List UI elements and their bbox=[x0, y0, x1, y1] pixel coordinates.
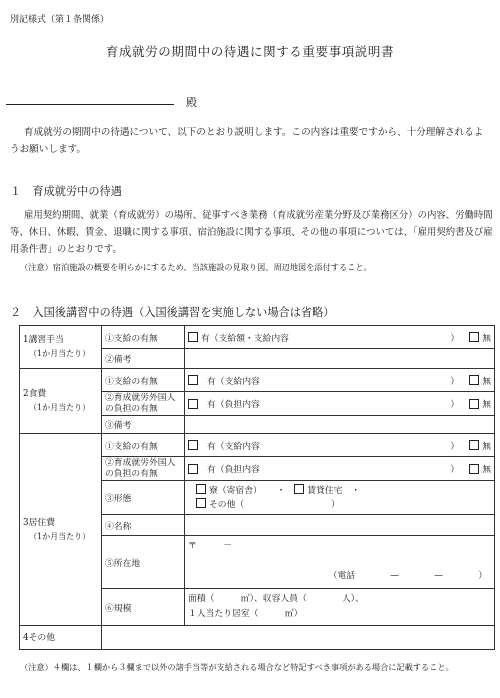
cat3-name-field[interactable] bbox=[185, 515, 495, 536]
postal-code[interactable]: 〒 － bbox=[188, 541, 232, 551]
intro-text: 育成就労の期間中の待遇について、以下のとおり説明します。この内容は重要ですから、十分理解されるようお願いします。 bbox=[10, 127, 484, 155]
cat3-name-label: ④名称 bbox=[102, 515, 185, 536]
close-paren: ） bbox=[331, 499, 340, 510]
cat1-remarks-label: ②備考 bbox=[102, 349, 185, 369]
cat3-form-label: ③形態 bbox=[102, 481, 185, 515]
section1-note: （注意）宿泊施設の概要を明らかにするため、当該施設の見取り図、周辺地図を添付すること。 bbox=[20, 262, 372, 272]
option-allowance-yes: 有（支給額・支給内容 bbox=[201, 333, 289, 344]
checkbox[interactable] bbox=[188, 332, 198, 342]
cat3-sub: （1か月当たり） bbox=[29, 531, 91, 541]
option-burden-yes: 有（負担内容 bbox=[207, 400, 260, 410]
option-supply-yes: 有（支給内容 bbox=[207, 441, 260, 452]
option-no: 無 bbox=[482, 333, 491, 344]
option-no: 無 bbox=[482, 441, 491, 452]
checkbox[interactable] bbox=[469, 332, 479, 342]
option-no: 無 bbox=[482, 400, 491, 410]
option-dorm: 寮（寄宿舎） bbox=[209, 485, 262, 496]
option-no: 無 bbox=[482, 376, 491, 387]
checkbox[interactable] bbox=[469, 440, 479, 450]
bullet: ・ bbox=[351, 485, 361, 496]
cat3-title: 3居住費 bbox=[23, 517, 55, 528]
cat2-cell bbox=[20, 369, 102, 434]
cat2-title: 2食費 bbox=[23, 389, 47, 399]
section2-note: （注意）４欄は、１欄から３欄まで以外の諸手当等が支給される場合など特記すべき事項がある場合に記載すること。 bbox=[20, 662, 454, 672]
cat2-sub: （1か月当たり） bbox=[29, 403, 91, 412]
close-paren: ） bbox=[450, 400, 460, 410]
checkbox[interactable] bbox=[469, 399, 479, 409]
page-title: 育成就労の期間中の待遇に関する重要事項説明書 bbox=[105, 44, 395, 59]
option-other: その他（ bbox=[209, 499, 245, 510]
option-supply-yes: 有（支給内容 bbox=[207, 376, 260, 387]
cat2-burden-label: ②育成就労外国人の負担の有無 bbox=[102, 392, 185, 416]
cat2-burden-field bbox=[185, 392, 495, 416]
cat3-burden-label: ②育成就労外国人の負担の有無 bbox=[102, 457, 185, 481]
checkbox[interactable] bbox=[469, 464, 479, 474]
cat2-remarks-field[interactable] bbox=[185, 416, 495, 434]
checkbox[interactable] bbox=[469, 375, 479, 385]
area-capacity[interactable]: 面積（ ㎡）、収容人員（ 人）、 bbox=[188, 594, 364, 604]
option-burden-yes: 有（負担内容 bbox=[207, 465, 260, 475]
cat3-form-field bbox=[185, 481, 495, 515]
checkbox[interactable] bbox=[188, 375, 198, 385]
addressee-honorific: 殿 bbox=[186, 96, 197, 109]
cat3-pay-field bbox=[185, 434, 495, 457]
cat3-burden-field bbox=[185, 457, 495, 481]
phone-field[interactable]: （電話 — — ） bbox=[328, 571, 487, 581]
cat3-scale-field bbox=[185, 589, 495, 626]
checkbox[interactable] bbox=[196, 498, 206, 508]
cat3-location-field bbox=[185, 536, 495, 589]
cat2-remarks-label: ③備考 bbox=[102, 416, 185, 434]
cat4-field[interactable] bbox=[102, 626, 495, 650]
checkbox[interactable] bbox=[294, 484, 304, 494]
form-label: 別記様式（第１条関係） bbox=[10, 15, 110, 25]
cat3-pay-label: ①支給の有無 bbox=[102, 434, 185, 457]
checkbox[interactable] bbox=[188, 440, 198, 450]
close-paren: ） bbox=[450, 465, 460, 475]
section2-heading: ２ 入国後講習中の待遇（入国後講習を実施しない場合は省略） bbox=[10, 306, 335, 319]
cat2-pay-label: ①支給の有無 bbox=[102, 369, 185, 392]
checkbox[interactable] bbox=[188, 399, 198, 409]
cat1-sub: （1か月当たり） bbox=[29, 349, 91, 358]
close-paren: ） bbox=[450, 333, 460, 344]
section1-heading: １ 育成就労中の待遇 bbox=[10, 185, 122, 198]
cat1-cell bbox=[20, 326, 102, 369]
cat3-scale-label: ⑥規模 bbox=[102, 589, 185, 626]
cat1-pay-field bbox=[185, 326, 495, 349]
option-no: 無 bbox=[482, 465, 491, 475]
cat2-pay-field bbox=[185, 369, 495, 392]
cat4-title: 4その他 bbox=[23, 632, 55, 643]
cat3-location-label: ⑤所在地 bbox=[102, 536, 185, 589]
checkbox[interactable] bbox=[188, 464, 198, 474]
option-rental: 賃貸住宅 bbox=[307, 485, 343, 496]
addressee-field[interactable] bbox=[6, 104, 174, 105]
cat1-title: 1講習手当 bbox=[23, 335, 64, 345]
conditions-table bbox=[19, 325, 495, 650]
bullet: ・ bbox=[276, 485, 286, 496]
section1-body: 雇用契約期間、就業（育成就労）の場所、従事すべき業務（育成就労産業分野及び業務区分）の内容、労働時間等、休日、休暇、賃金、退職に関する事項、宿泊施設に関する事項、その他の事項については、「雇用契約書及び雇用条件書」のとおりです。 bbox=[10, 210, 493, 255]
close-paren: ） bbox=[450, 376, 460, 387]
cat4-cell bbox=[20, 626, 102, 650]
room-per-person[interactable]: １人当たり居室（ ㎡） bbox=[188, 609, 303, 619]
close-paren: ） bbox=[450, 441, 460, 452]
checkbox[interactable] bbox=[196, 484, 206, 494]
cat3-cell bbox=[20, 434, 102, 626]
cat1-remarks-field[interactable] bbox=[185, 349, 495, 369]
cat1-pay-label: ①支給の有無 bbox=[102, 326, 185, 349]
